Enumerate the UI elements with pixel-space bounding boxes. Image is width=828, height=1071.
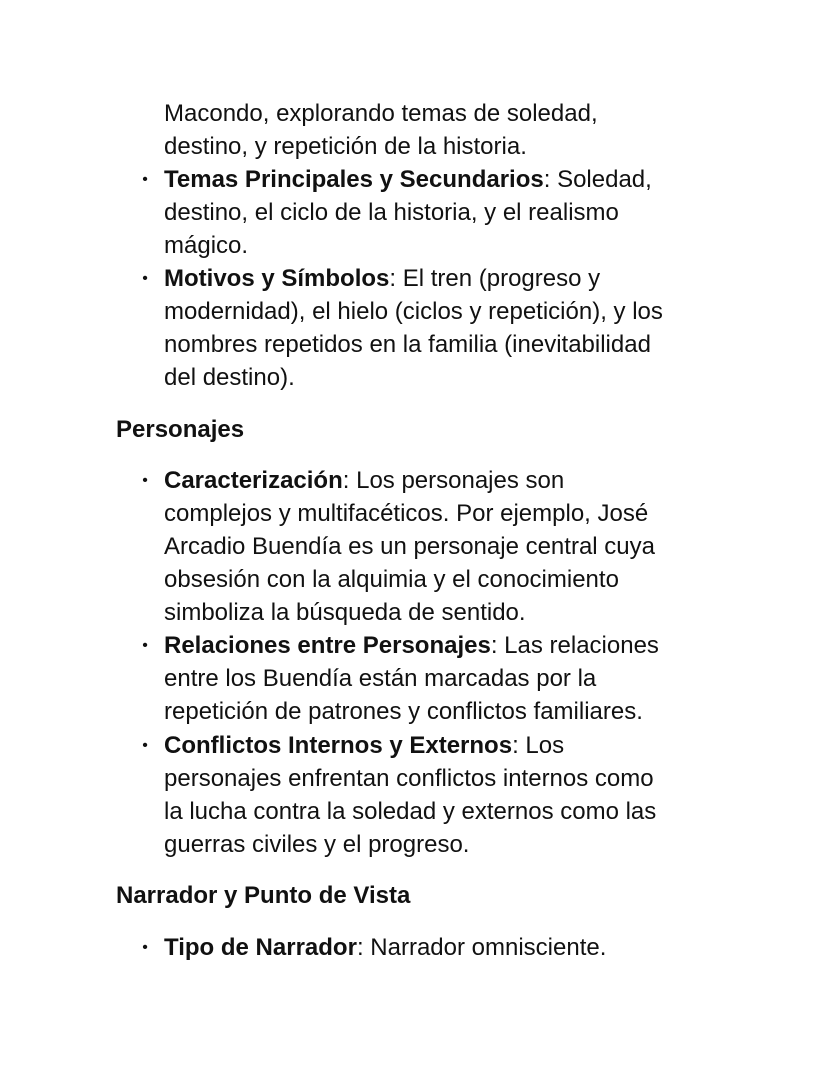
list-item-term: Tipo de Narrador	[164, 934, 357, 961]
list-item-text: Los personajes son	[349, 467, 565, 494]
bullet-icon: •	[142, 270, 148, 287]
list-item	[142, 629, 784, 728]
list-item-text: guerras civiles y el progreso.	[164, 831, 470, 858]
list-item-text: nombres repetidos en la familia (inevitabilidad	[164, 331, 651, 358]
list-item-text: Arcadio Buendía es un personaje central cuya	[164, 533, 655, 560]
section-heading-personajes: Personajes	[116, 416, 245, 443]
bullet-icon: •	[142, 472, 148, 489]
list-item-text: El tren (progreso y	[396, 265, 601, 292]
list-item-text: mágico.	[164, 232, 249, 259]
list-item-term: Temas Principales y Secundarios	[164, 166, 544, 193]
list-item-text: destino, el ciclo de la historia, y el realismo	[164, 199, 619, 226]
list-item-term: Caracterización	[164, 467, 343, 494]
section-heading-narrador: Narrador y Punto de Vista	[116, 882, 411, 909]
list-item-text: entre los Buendía están marcadas por la	[164, 665, 597, 692]
list-item	[142, 262, 784, 394]
list-item-text: Narrador omnisciente.	[363, 934, 607, 961]
continuation-line: Macondo, explorando temas de soledad,	[164, 100, 598, 127]
list-item	[142, 163, 784, 262]
bullet-icon: •	[142, 171, 148, 188]
list-item-text: simboliza la búsqueda de sentido.	[164, 599, 526, 626]
list-item-text: la lucha contra la soledad y externos como las	[164, 798, 657, 825]
list-item	[142, 931, 784, 964]
list-item-separator: :	[389, 265, 397, 292]
list-item-text: Los	[518, 732, 565, 759]
list-item-text: Soledad,	[550, 166, 652, 193]
list-item-text: Las relaciones	[497, 632, 659, 659]
list-item-separator: :	[512, 732, 519, 759]
continuation-paragraph	[164, 97, 764, 163]
list-item-text: personajes enfrentan conflictos internos como	[164, 765, 654, 792]
list-item	[142, 464, 784, 629]
list-item-text: complejos y multifacéticos. Por ejemplo, José	[164, 500, 649, 527]
list-item-separator: :	[356, 934, 364, 961]
list-item-term: Relaciones entre Personajes	[164, 632, 491, 659]
list-item	[142, 729, 784, 861]
list-item-text: repetición de patrones y conflictos familiares.	[164, 698, 643, 725]
list-item-term: Motivos y Símbolos	[164, 265, 390, 292]
list-item-term: Conflictos Internos y Externos	[164, 732, 513, 759]
list-item-text: del destino).	[164, 364, 295, 391]
list-item-separator: :	[342, 467, 350, 494]
bullet-icon: •	[142, 637, 148, 654]
list-item-separator: :	[490, 632, 498, 659]
bullet-icon: •	[142, 737, 148, 754]
bullet-icon: •	[142, 939, 148, 956]
list-item-text: modernidad), el hielo (ciclos y repetición), y los	[164, 298, 663, 325]
continuation-line: destino, y repetición de la historia.	[164, 133, 527, 160]
list-item-separator: :	[543, 166, 551, 193]
list-item-text: obsesión con la alquimia y el conocimiento	[164, 566, 619, 593]
